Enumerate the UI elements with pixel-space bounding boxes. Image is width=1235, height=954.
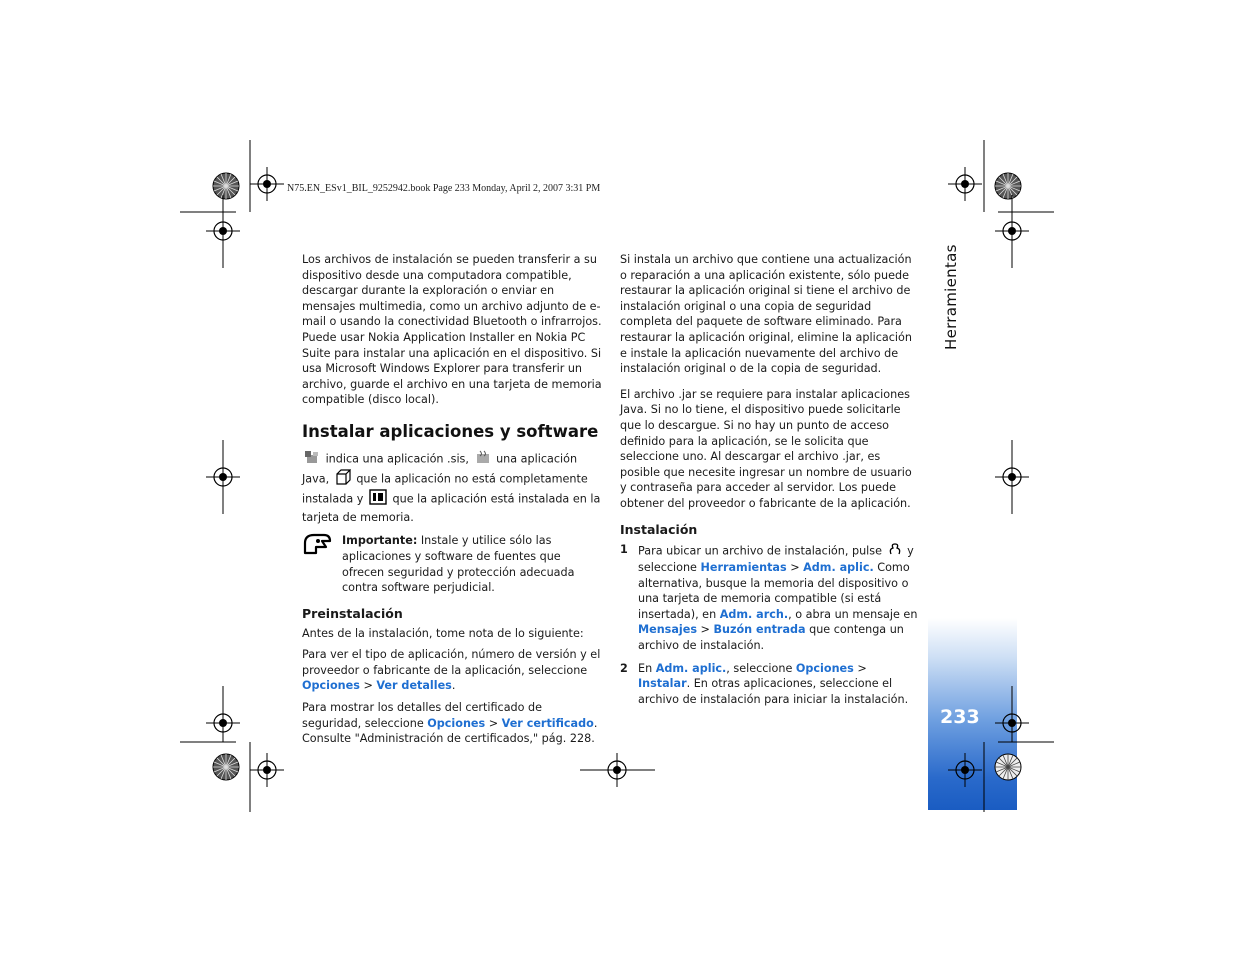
install-steps [620,542,920,708]
list-item: 2 En Adm. aplic., seleccione Opciones > Instalar. En otras aplicaciones, seleccione el archivo de instalación para iniciar la instalación. [620,661,909,706]
right-column [620,252,920,714]
preinstall-title: Preinstalación [302,605,403,621]
view-certificate-link: Ver certificado [501,716,594,730]
important-text: Instale y utilice sólo las aplicaciones y software de fuentes que ofrecen seguridad y protección adecuada contra software perjudicial. [342,534,575,595]
options-link: Opciones [302,679,360,693]
memory-card-icon [369,489,387,510]
left-column [302,252,602,753]
warning-hand-icon [302,533,334,559]
certificate-paragraph: Para mostrar los detalles del certificado de seguridad, seleccione Opciones > Ver certificado. Consulte "Administración de certificados," pág. 228. [302,701,598,746]
version-paragraph: Para ver el tipo de aplicación, número de versión y el proveedor o fabricante de la aplicación, seleccione Opciones > Ver detalles. [302,648,601,693]
sis-app-icon [304,450,320,469]
intro-paragraph: Los archivos de instalación se pueden transferir a su dispositivo desde una computadora compatible, descargar durante la exploración o enviar en mensajes multimedia, como un archivo adjunto de e-mail o usando la conectividad Bluetooth o infrarrojos. Puede usar Nokia Application Installer en Nokia PC Suite para instalar una aplicación en el dispositivo. Si usa Microsoft Windows Explorer para transferir un archivo, guarde el archivo en una tarjeta de memoria compatible (disco local). [302,253,602,407]
view-details-link: Ver detalles [376,679,452,693]
chapter-title: Herramientas [942,244,960,350]
important-label: Importante: [342,534,418,548]
update-paragraph: Si instala un archivo que contiene una actualización o reparación a una aplicación existente, sólo puede restaurar la aplicación original si tiene el archivo de instalación original o una copia de seguridad completa del paquete de software eliminado. Para restaurar la aplicación original, elimine la aplicación e instale la aplicación nuevamente del archivo de instalación original o de la copia de seguridad. [620,253,912,376]
list-item: 1 Para ubicar un archivo de instalación, pulse y seleccione Herramientas > Adm. aplic. Como alternativa, busque la memoria del dispositivo o una tarjeta de memoria compatible (si está insertada), en Adm. arch., o abra un mensaje en Mensajes > Buzón entrada que contenga un archivo de instalación. [620,542,918,653]
icons-paragraph: indica una aplicación .sis, una aplicación Java, que la aplicación no está completamente instalada y que la aplicación está instalada en la tarjeta de memoria. [302,450,602,525]
options-link: Opciones [427,716,486,730]
preinstall-intro: Antes de la instalación, tome nota de lo siguiente: [302,626,584,640]
menu-key-icon [888,542,902,561]
page-number: 233 [940,706,980,728]
java-app-icon [475,450,491,469]
incomplete-install-icon [335,469,351,490]
running-header: N75.EN_ESv1_BIL_9252942.book Page 233 Monday, April 2, 2007 3:31 PM [287,183,601,194]
section-title: Instalar aplicaciones y software [302,421,599,441]
important-note [302,533,602,595]
jar-paragraph: El archivo .jar se requiere para instalar aplicaciones Java. Si no lo tiene, el dispositivo puede solicitarle que lo descargue. Si no hay un punto de acceso definido para la aplicación, se le solicita que seleccione uno. Al descargar el archivo .jar, es posible que necesite ingresar un nombre de usuario y contraseña para acceder al servidor. Los puede obtener del proveedor o fabricante de la aplicación. [620,387,912,510]
install-title: Instalación [620,521,698,537]
